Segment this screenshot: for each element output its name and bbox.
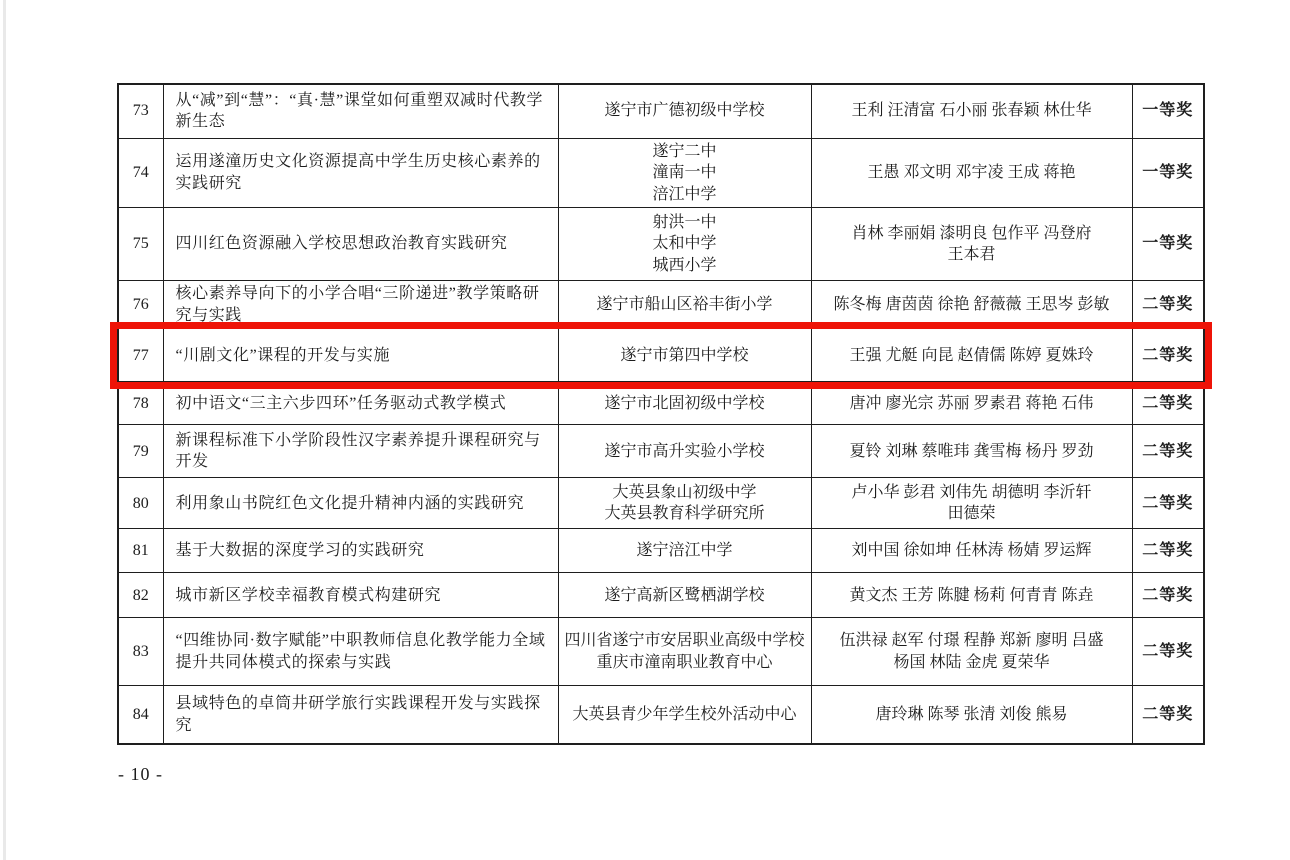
school-cell: 遂宁高新区鹭栖湖学校: [558, 573, 811, 618]
project-title-cell: 基于大数据的深度学习的实践研究: [163, 529, 558, 573]
school-cell: 射洪一中 太和中学 城西小学: [558, 208, 811, 281]
award-cell: 二等奖: [1132, 281, 1204, 329]
row-number-cell: 81: [118, 529, 163, 573]
project-title-cell: 从“减”到“慧”：“真·慧”课堂如何重塑双减时代教学新生态: [163, 84, 558, 138]
school-cell: 遂宁涪江中学: [558, 529, 811, 573]
award-cell: 二等奖: [1132, 382, 1204, 425]
awards-table-body: [118, 84, 1204, 744]
school-cell: 遂宁市高升实验小学校: [558, 425, 811, 478]
team-members-cell: 唐玲琳 陈琴 张清 刘俊 熊易: [811, 686, 1132, 744]
project-title-cell: 利用象山书院红色文化提升精神内涵的实践研究: [163, 478, 558, 529]
school-cell: 遂宁市第四中学校: [558, 329, 811, 382]
award-cell: 一等奖: [1132, 138, 1204, 208]
table-row: [118, 529, 1204, 573]
table-row: [118, 382, 1204, 425]
table-row: [118, 208, 1204, 281]
row-number-cell: 80: [118, 478, 163, 529]
award-cell: 一等奖: [1132, 84, 1204, 138]
team-members-cell: 陈冬梅 唐茵茵 徐艳 舒薇薇 王思岑 彭敏: [811, 281, 1132, 329]
row-number-cell: 84: [118, 686, 163, 744]
table-row: [118, 138, 1204, 208]
team-members-cell: 伍洪禄 赵军 付璟 程静 郑新 廖明 吕盛 杨国 林陆 金虎 夏荣华: [811, 618, 1132, 686]
award-cell: 二等奖: [1132, 573, 1204, 618]
row-number-cell: 75: [118, 208, 163, 281]
table-row: [118, 84, 1204, 138]
row-number-cell: 76: [118, 281, 163, 329]
project-title-cell: 新课程标准下小学阶段性汉字素养提升课程研究与开发: [163, 425, 558, 478]
school-cell: 大英县象山初级中学 大英县教育科学研究所: [558, 478, 811, 529]
table-row: [118, 329, 1204, 382]
row-number-cell: 79: [118, 425, 163, 478]
awards-table: [117, 83, 1205, 745]
table-row: [118, 686, 1204, 744]
award-cell: 二等奖: [1132, 618, 1204, 686]
row-number-cell: 77: [118, 329, 163, 382]
team-members-cell: 黄文杰 王芳 陈腱 杨莉 何青青 陈垚: [811, 573, 1132, 618]
school-cell: 遂宁市北固初级中学校: [558, 382, 811, 425]
project-title-cell: 核心素养导向下的小学合唱“三阶递进”教学策略研究与实践: [163, 281, 558, 329]
row-number-cell: 73: [118, 84, 163, 138]
team-members-cell: 王强 尤艇 向昆 赵倩儒 陈婷 夏姝玲: [811, 329, 1132, 382]
school-cell: 大英县青少年学生校外活动中心: [558, 686, 811, 744]
award-cell: 二等奖: [1132, 478, 1204, 529]
team-members-cell: 肖林 李丽娟 漆明良 包作平 冯登府 王本君: [811, 208, 1132, 281]
project-title-cell: 县域特色的卓筒井研学旅行实践课程开发与实践探究: [163, 686, 558, 744]
page-number: - 10 -: [118, 764, 163, 784]
table-row: [118, 425, 1204, 478]
table-row: [118, 618, 1204, 686]
project-title-cell: 运用遂潼历史文化资源提高中学生历史核心素养的实践研究: [163, 138, 558, 208]
row-number-cell: 74: [118, 138, 163, 208]
project-title-cell: 城市新区学校幸福教育模式构建研究: [163, 573, 558, 618]
row-number-cell: 82: [118, 573, 163, 618]
team-members-cell: 王利 汪清富 石小丽 张春颖 林仕华: [811, 84, 1132, 138]
team-members-cell: 刘中国 徐如坤 任林涛 杨婧 罗运辉: [811, 529, 1132, 573]
row-number-cell: 83: [118, 618, 163, 686]
award-cell: 二等奖: [1132, 329, 1204, 382]
table-row: [118, 281, 1204, 329]
school-cell: 遂宁市船山区裕丰街小学: [558, 281, 811, 329]
team-members-cell: 唐冲 廖光宗 苏丽 罗素君 蒋艳 石伟: [811, 382, 1132, 425]
school-cell: 四川省遂宁市安居职业高级中学校 重庆市潼南职业教育中心: [558, 618, 811, 686]
award-cell: 二等奖: [1132, 686, 1204, 744]
school-cell: 遂宁市广德初级中学校: [558, 84, 811, 138]
team-members-cell: 夏铃 刘琳 蔡唯玮 龚雪梅 杨丹 罗劲: [811, 425, 1132, 478]
award-cell: 一等奖: [1132, 208, 1204, 281]
award-cell: 二等奖: [1132, 425, 1204, 478]
award-cell: 二等奖: [1132, 529, 1204, 573]
project-title-cell: 四川红色资源融入学校思想政治教育实践研究: [163, 208, 558, 281]
team-members-cell: 卢小华 彭君 刘伟先 胡德明 李沂轩 田德荣: [811, 478, 1132, 529]
project-title-cell: 初中语文“三主六步四环”任务驱动式教学模式: [163, 382, 558, 425]
team-members-cell: 王愚 邓文明 邓宇凌 王成 蒋艳: [811, 138, 1132, 208]
row-number-cell: 78: [118, 382, 163, 425]
table-row: [118, 478, 1204, 529]
table-row: [118, 573, 1204, 618]
project-title-cell: “川剧文化”课程的开发与实施: [163, 329, 558, 382]
school-cell: 遂宁二中 潼南一中 涪江中学: [558, 138, 811, 208]
page-edge-line: [3, 0, 6, 860]
project-title-cell: “四维协同·数字赋能”中职教师信息化教学能力全域提升共同体模式的探索与实践: [163, 618, 558, 686]
